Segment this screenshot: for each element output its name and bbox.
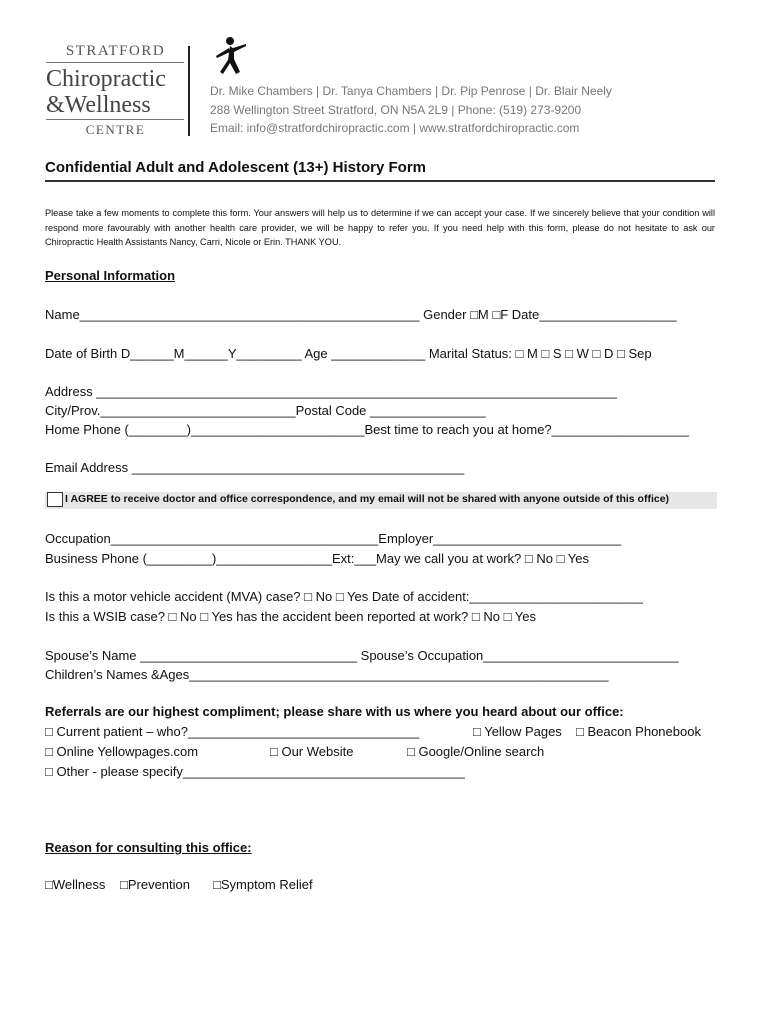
- agree-checkbox[interactable]: [47, 492, 63, 507]
- logo-stratford: STRATFORD: [65, 43, 166, 59]
- logo-divider-top: [46, 62, 184, 63]
- logo-divider-bottom: [46, 119, 184, 120]
- referrals-heading: Referrals are our highest compliment; please share with us where you heard about our office:: [45, 704, 624, 719]
- agree-bar: [45, 492, 717, 509]
- clinic-address: 288 Wellington Street Stratford, ON N5A 2L9 | Phone: (519) 273-9200: [210, 103, 582, 117]
- spouse-row[interactable]: Spouse’s Name ______________________________ Spouse’s Occupation___________________________: [45, 648, 679, 663]
- reason-wellness[interactable]: □Wellness: [45, 877, 106, 892]
- occupation-employer-row[interactable]: Occupation_____________________________________Employer__________________________: [45, 531, 622, 546]
- business-phone-row[interactable]: Business Phone (_________)________________Ext:___May we call you at work? □ No □ Yes: [45, 551, 590, 566]
- referral-online-yp[interactable]: □ Online Yellowpages.com: [45, 744, 199, 759]
- logo-centre: CENTRE: [85, 122, 146, 137]
- referral-beacon[interactable]: □ Beacon Phonebook: [576, 724, 701, 739]
- clinic-contact: Email: info@stratfordchiropractic.com | www.stratfordchiropractic.com: [210, 121, 580, 135]
- title-rule: [45, 180, 715, 182]
- logo-wellness: &Wellness: [46, 92, 151, 118]
- agree-label: I AGREE to receive doctor and office correspondence, and my email will not be shared with anyone outside of this office): [65, 493, 670, 505]
- logo-chiropractic: Chiropractic: [46, 66, 166, 92]
- children-row[interactable]: Children’s Names &Ages__________________________________________________________: [45, 667, 609, 682]
- doctors-list: Dr. Mike Chambers | Dr. Tanya Chambers | Dr. Pip Penrose | Dr. Blair Neely: [210, 84, 612, 98]
- form-intro: Please take a few moments to complete this form. Your answers will help us to determine if we can accept your case. If we sincerely believe that your condition will respond more favourably with another health care provider, we will be happy to refer you. If you need help with this form, please do not hesitate to ask our Chiropractic Health Assistants Nancy, Carri, Nicole or Erin. THANK YOU.: [45, 208, 715, 247]
- header-divider: [188, 46, 190, 136]
- wsib-row[interactable]: Is this a WSIB case? □ No □ Yes has the accident been reported at work? □ No □ Yes: [45, 609, 537, 624]
- home-phone-row[interactable]: Home Phone (________)________________________Best time to reach you at home?___________________: [45, 422, 690, 437]
- reason-symptom-relief[interactable]: □Symptom Relief: [213, 877, 313, 892]
- email-field[interactable]: Email Address ______________________________________________: [45, 460, 465, 475]
- referral-google[interactable]: □ Google/Online search: [407, 744, 545, 759]
- referral-other[interactable]: □ Other - please specify_______________________________________: [45, 764, 465, 779]
- form-title: Confidential Adult and Adolescent (13+) History Form: [45, 159, 427, 176]
- referral-website[interactable]: □ Our Website: [270, 744, 354, 759]
- address-field[interactable]: Address ________________________________________________________________________: [45, 384, 617, 399]
- reason-prevention[interactable]: □Prevention: [120, 877, 191, 892]
- referral-yellow-pages[interactable]: □ Yellow Pages: [473, 724, 562, 739]
- person-figure-icon: [210, 36, 250, 80]
- reason-heading: Reason for consulting this office:: [45, 840, 252, 855]
- city-postal-row[interactable]: City/Prov.___________________________Postal Code ________________: [45, 403, 486, 418]
- dob-age-marital-row[interactable]: Date of Birth D______M______Y_________ Age _____________ Marital Status: □ M □ S □ W □ D □ Sep: [45, 346, 652, 361]
- name-gender-date-row[interactable]: Name_______________________________________________ Gender □M □F Date___________________: [45, 307, 677, 322]
- mva-row[interactable]: Is this a motor vehicle accident (MVA) case? □ No □ Yes Date of accident:________________________: [45, 589, 643, 604]
- personal-info-heading: Personal Information: [45, 268, 176, 283]
- referral-current-patient[interactable]: □ Current patient – who?________________________________: [45, 724, 420, 739]
